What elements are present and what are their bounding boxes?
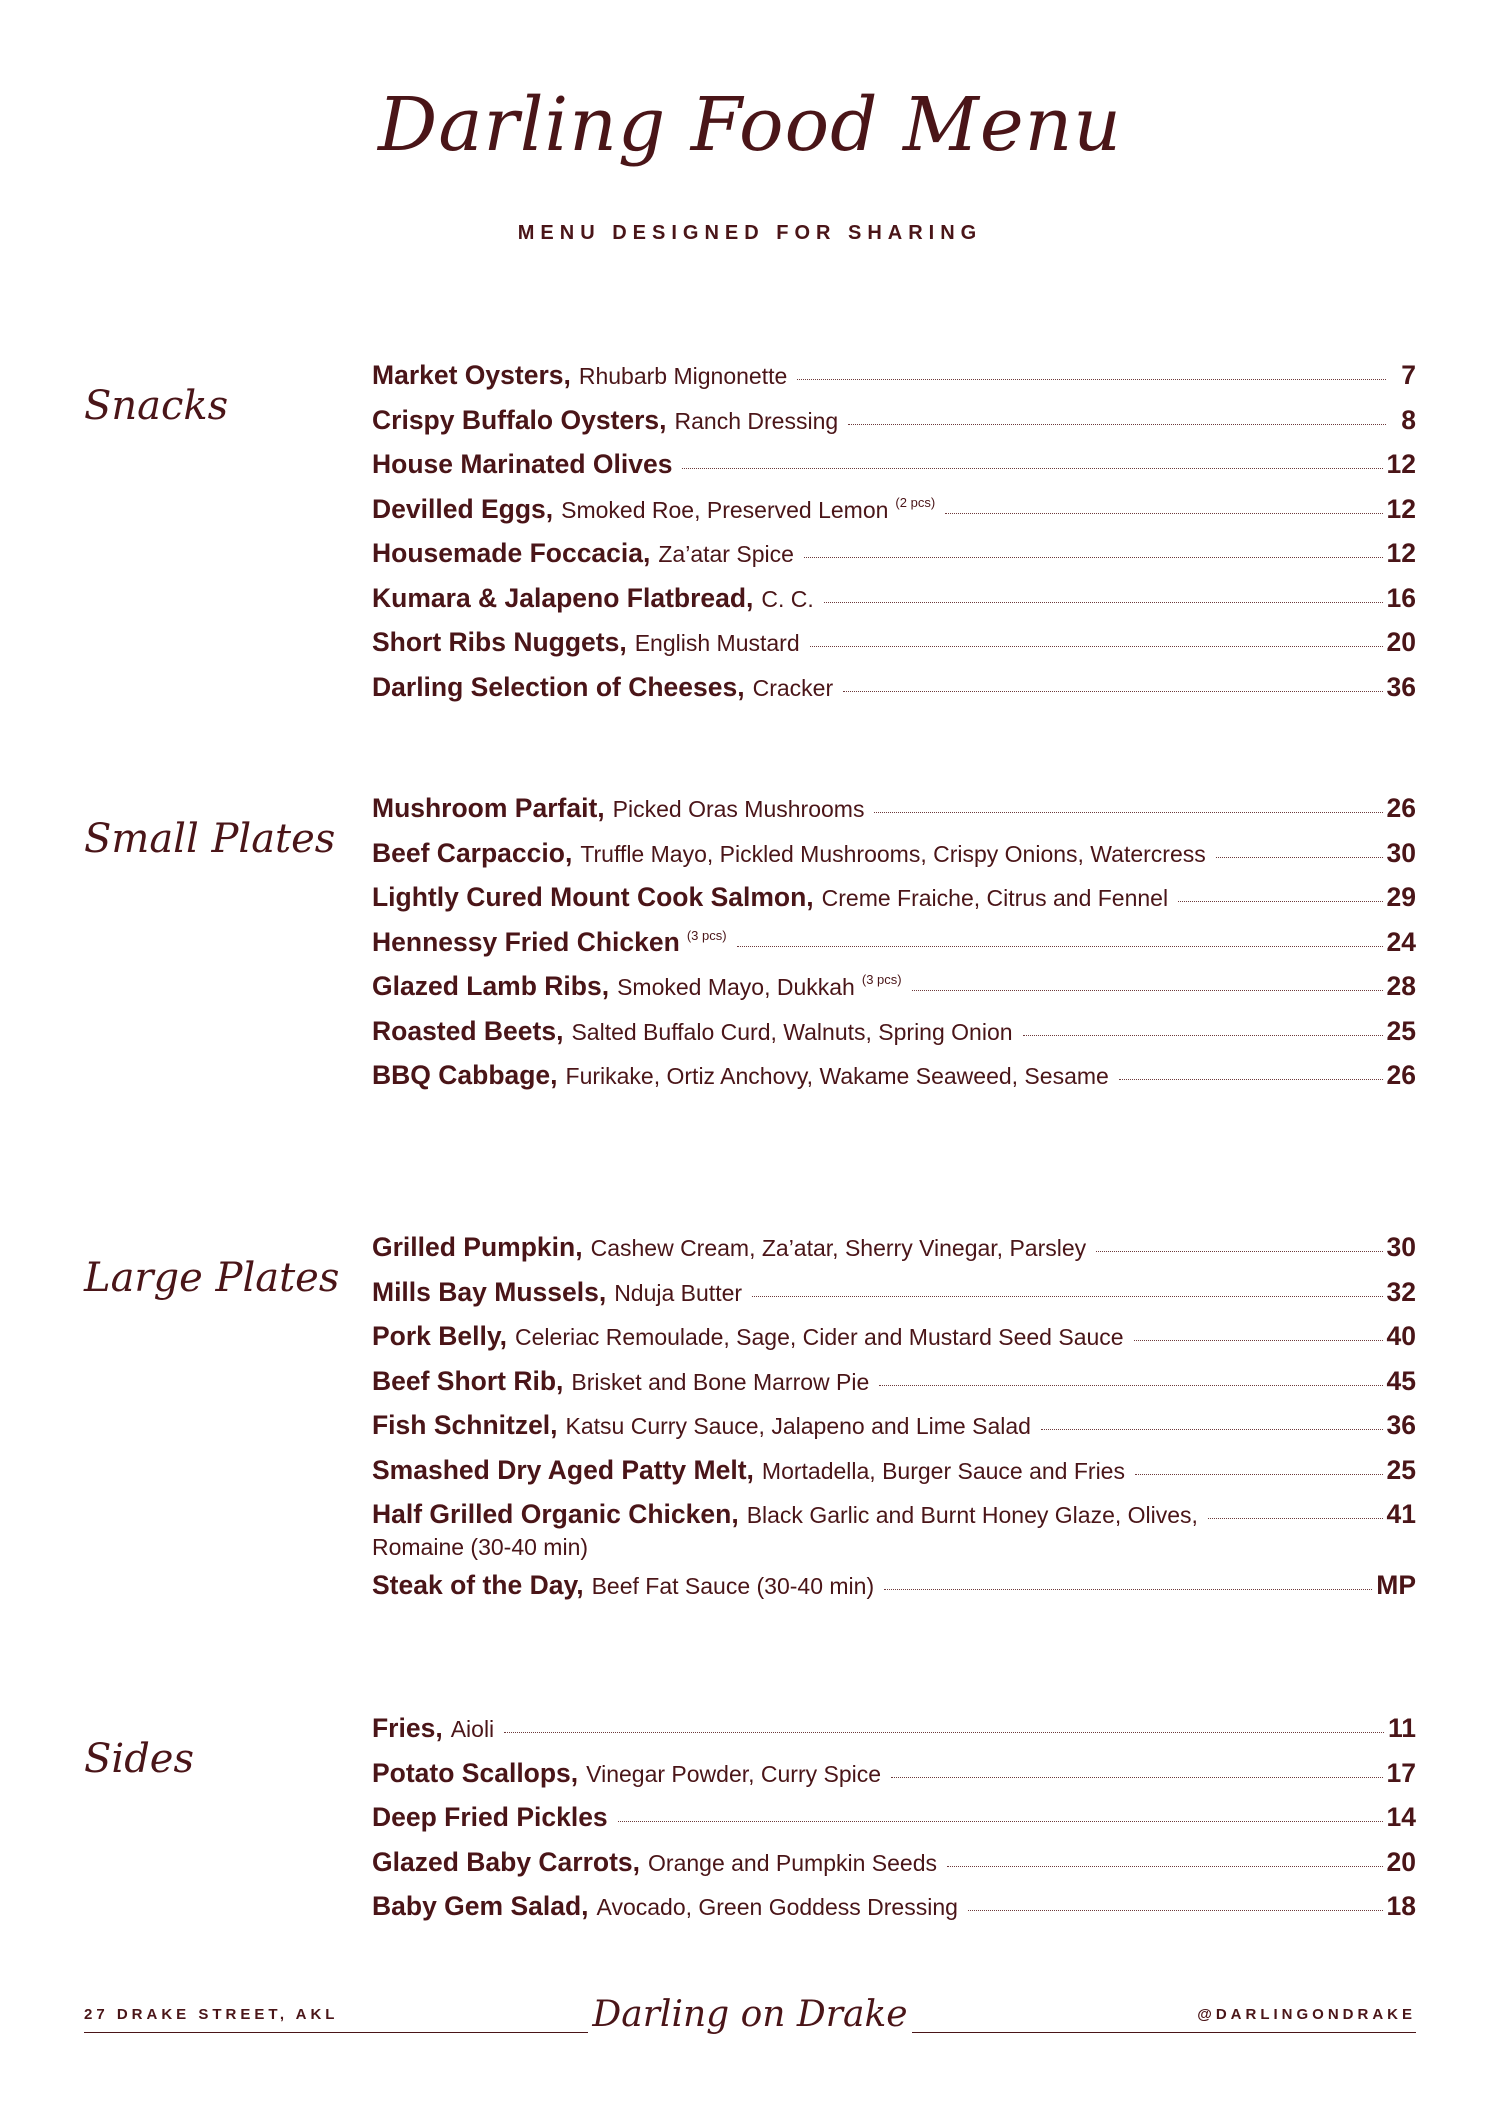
- item-price: 26: [1386, 1060, 1416, 1090]
- item-portion-note: (2 pcs): [895, 494, 936, 510]
- dotted-leader: [912, 990, 1383, 991]
- item-name: Roasted Beets,: [372, 1015, 564, 1046]
- item-name: Beef Carpaccio,: [372, 837, 573, 868]
- menu-item: [372, 1891, 1416, 1936]
- item-description: Cracker: [752, 674, 834, 701]
- dotted-leader: [1119, 1079, 1383, 1080]
- item-name: BBQ Cabbage,: [372, 1060, 558, 1090]
- dotted-leader: [618, 1821, 1383, 1822]
- item-description: Katsu Curry Sauce, Jalapeno and Lime Salad: [565, 1413, 1031, 1439]
- menu-item: [372, 971, 1416, 1016]
- item-price: 14: [1386, 1802, 1416, 1832]
- menu-item: [372, 927, 1416, 972]
- item-price: 20: [1386, 627, 1416, 657]
- dotted-leader: [824, 602, 1383, 603]
- dotted-leader: [874, 812, 1382, 813]
- item-price: 32: [1386, 1276, 1416, 1307]
- item-price: 11: [1387, 1713, 1416, 1743]
- item-name: House Marinated Olives: [372, 449, 673, 479]
- item-name: Half Grilled Organic Chicken,: [372, 1499, 739, 1529]
- item-name: Baby Gem Salad,: [372, 1891, 589, 1921]
- item-price: 45: [1386, 1365, 1416, 1396]
- item-name: Pork Belly,: [372, 1321, 508, 1351]
- item-description: Orange and Pumpkin Seeds: [648, 1849, 937, 1876]
- item-name: Crispy Buffalo Oysters,: [372, 404, 667, 435]
- menu-item-list: [372, 1713, 1416, 1936]
- menu-item-list: [372, 1232, 1416, 1615]
- item-price: 16: [1386, 582, 1416, 613]
- item-description: Cashew Cream, Za’atar, Sherry Vinegar, Parsley: [590, 1235, 1087, 1261]
- item-description: Mortadella, Burger Sauce and Fries: [761, 1457, 1125, 1484]
- menu-item: [372, 1802, 1416, 1847]
- item-price: 12: [1386, 449, 1416, 479]
- item-price: 8: [1401, 404, 1416, 435]
- item-name: Kumara & Jalapeno Flatbread,: [372, 582, 754, 613]
- dotted-leader: [810, 646, 1383, 647]
- item-description: Brisket and Bone Marrow Pie: [571, 1368, 870, 1395]
- page-title: Darling Food Menu: [378, 82, 1122, 168]
- item-price: 24: [1386, 926, 1416, 957]
- item-description: English Mustard: [634, 630, 800, 656]
- item-price: 28: [1386, 971, 1416, 1001]
- menu-item: [372, 1410, 1416, 1455]
- section-title: Large Plates: [84, 1255, 340, 1301]
- menu-item: [372, 1366, 1416, 1411]
- menu-item: [372, 838, 1416, 883]
- menu-item: [372, 494, 1416, 539]
- item-description: Smoked Mayo, Dukkah: [617, 974, 855, 1000]
- item-name: Short Ribs Nuggets,: [372, 627, 627, 657]
- item-description: Ranch Dressing: [674, 407, 839, 434]
- menu-item-list: [372, 360, 1416, 716]
- item-name: Fish Schnitzel,: [372, 1410, 558, 1440]
- item-description: Black Garlic and Burnt Honey Glaze, Olives,: [746, 1502, 1198, 1528]
- item-description: Smoked Roe, Preserved Lemon: [561, 496, 889, 523]
- item-price: 41: [1386, 1499, 1416, 1529]
- item-price: 25: [1386, 1454, 1416, 1485]
- menu-item: [372, 1321, 1416, 1366]
- dotted-leader: [1178, 901, 1382, 902]
- item-name: Devilled Eggs,: [372, 493, 554, 524]
- item-name: Mushroom Parfait,: [372, 793, 605, 823]
- section-title: Snacks: [84, 383, 229, 429]
- menu-item: [372, 449, 1416, 494]
- item-name: Deep Fried Pickles: [372, 1802, 608, 1832]
- menu-item: [372, 1847, 1416, 1892]
- dotted-leader: [1134, 1340, 1383, 1341]
- item-price: 25: [1386, 1015, 1416, 1046]
- item-description: Picked Oras Mushrooms: [612, 796, 865, 822]
- item-description: Za’atar Spice: [658, 541, 794, 567]
- item-description-continued: Romaine (30-40 min): [372, 1534, 589, 1560]
- dotted-leader: [945, 513, 1382, 514]
- item-price: 17: [1386, 1757, 1416, 1788]
- item-description: Salted Buffalo Curd, Walnuts, Spring Onion: [571, 1018, 1013, 1045]
- item-name: Mills Bay Mussels,: [372, 1276, 607, 1307]
- item-description: Avocado, Green Goddess Dressing: [596, 1894, 958, 1920]
- item-price: 18: [1386, 1891, 1416, 1921]
- item-price: 36: [1386, 1410, 1416, 1440]
- dotted-leader: [682, 468, 1382, 469]
- item-name: Market Oysters,: [372, 360, 571, 390]
- dotted-leader: [968, 1910, 1383, 1911]
- footer: [84, 1990, 1416, 2050]
- menu-item: [372, 793, 1416, 838]
- item-portion-note: (3 pcs): [861, 972, 902, 987]
- footer-address: 27 DRAKE STREET, AKL: [84, 2006, 346, 2023]
- section-title: Sides: [84, 1736, 194, 1782]
- item-name: Smashed Dry Aged Patty Melt,: [372, 1454, 754, 1485]
- item-description: Vinegar Powder, Curry Spice: [586, 1760, 882, 1787]
- menu-item: [372, 1455, 1416, 1500]
- item-price: 12: [1386, 538, 1416, 568]
- menu-item: [372, 583, 1416, 628]
- item-name: Darling Selection of Cheeses,: [372, 671, 745, 702]
- dotted-leader: [1208, 1518, 1383, 1519]
- menu-item-list: [372, 793, 1416, 1105]
- footer-social-handle[interactable]: @DARLINGONDRAKE: [1189, 2006, 1416, 2023]
- section-title: Small Plates: [84, 816, 336, 862]
- item-price: 30: [1386, 837, 1416, 868]
- menu-item: [372, 1713, 1416, 1758]
- item-price: 20: [1386, 1846, 1416, 1877]
- item-name: Glazed Lamb Ribs,: [372, 971, 610, 1001]
- item-price: 30: [1386, 1232, 1416, 1262]
- item-price: 7: [1401, 360, 1416, 390]
- item-name: Beef Short Rib,: [372, 1365, 564, 1396]
- dotted-leader: [797, 379, 1386, 380]
- menu-item: [372, 672, 1416, 717]
- dotted-leader: [752, 1296, 1382, 1297]
- dotted-leader: [848, 424, 1386, 425]
- dotted-leader: [843, 691, 1382, 692]
- item-price: 29: [1386, 882, 1416, 912]
- item-price: 40: [1386, 1321, 1416, 1351]
- item-description: Truffle Mayo, Pickled Mushrooms, Crispy Onions, Watercress: [580, 840, 1206, 867]
- dotted-leader: [1096, 1251, 1382, 1252]
- page-subtitle: MENU DESIGNED FOR SHARING: [517, 222, 983, 244]
- item-description: C. C.: [761, 585, 814, 612]
- menu-item: [372, 1016, 1416, 1061]
- item-price: 12: [1386, 493, 1416, 524]
- dotted-leader: [1135, 1474, 1383, 1475]
- menu-item: [372, 1499, 1416, 1570]
- menu-item: [372, 360, 1416, 405]
- item-description: Furikake, Ortiz Anchovy, Wakame Seaweed, Sesame: [565, 1063, 1109, 1089]
- menu-item: [372, 882, 1416, 927]
- item-description: Nduja Butter: [614, 1279, 743, 1306]
- dotted-leader: [1041, 1429, 1383, 1430]
- menu-item: [372, 1232, 1416, 1277]
- dotted-leader: [737, 946, 1383, 947]
- item-name: Potato Scallops,: [372, 1757, 579, 1788]
- menu-item: [372, 538, 1416, 583]
- dotted-leader: [804, 557, 1383, 558]
- item-price: 36: [1386, 671, 1416, 702]
- item-name: Fries,: [372, 1713, 443, 1743]
- item-name: Lightly Cured Mount Cook Salmon,: [372, 882, 814, 912]
- item-name: Housemade Foccacia,: [372, 538, 651, 568]
- menu-item: [372, 1277, 1416, 1322]
- menu-item: [372, 1060, 1416, 1105]
- dotted-leader: [504, 1732, 1384, 1733]
- dotted-leader: [1216, 857, 1383, 858]
- dotted-leader: [884, 1589, 1372, 1590]
- item-name: Glazed Baby Carrots,: [372, 1846, 641, 1877]
- item-description: Creme Fraiche, Citrus and Fennel: [821, 885, 1169, 911]
- menu-item: [372, 1570, 1416, 1615]
- item-description: Aioli: [450, 1716, 495, 1742]
- item-description: Rhubarb Mignonette: [578, 363, 788, 389]
- dotted-leader: [891, 1777, 1382, 1778]
- menu-item: [372, 405, 1416, 450]
- item-price: 26: [1386, 793, 1416, 823]
- item-price: MP: [1376, 1570, 1416, 1600]
- item-description: Celeriac Remoulade, Sage, Cider and Mustard Seed Sauce: [515, 1324, 1124, 1350]
- menu-item: [372, 1758, 1416, 1803]
- item-portion-note: (3 pcs): [686, 927, 727, 943]
- menu-item: [372, 627, 1416, 672]
- item-name: Steak of the Day,: [372, 1570, 584, 1600]
- item-name: Grilled Pumpkin,: [372, 1232, 583, 1262]
- dotted-leader: [1023, 1035, 1383, 1036]
- dotted-leader: [947, 1866, 1383, 1867]
- item-name: Hennessy Fried Chicken: [372, 926, 680, 957]
- item-description: Beef Fat Sauce (30-40 min): [591, 1573, 875, 1599]
- dotted-leader: [879, 1385, 1382, 1386]
- footer-logo-text: Darling on Drake: [588, 1994, 911, 2035]
